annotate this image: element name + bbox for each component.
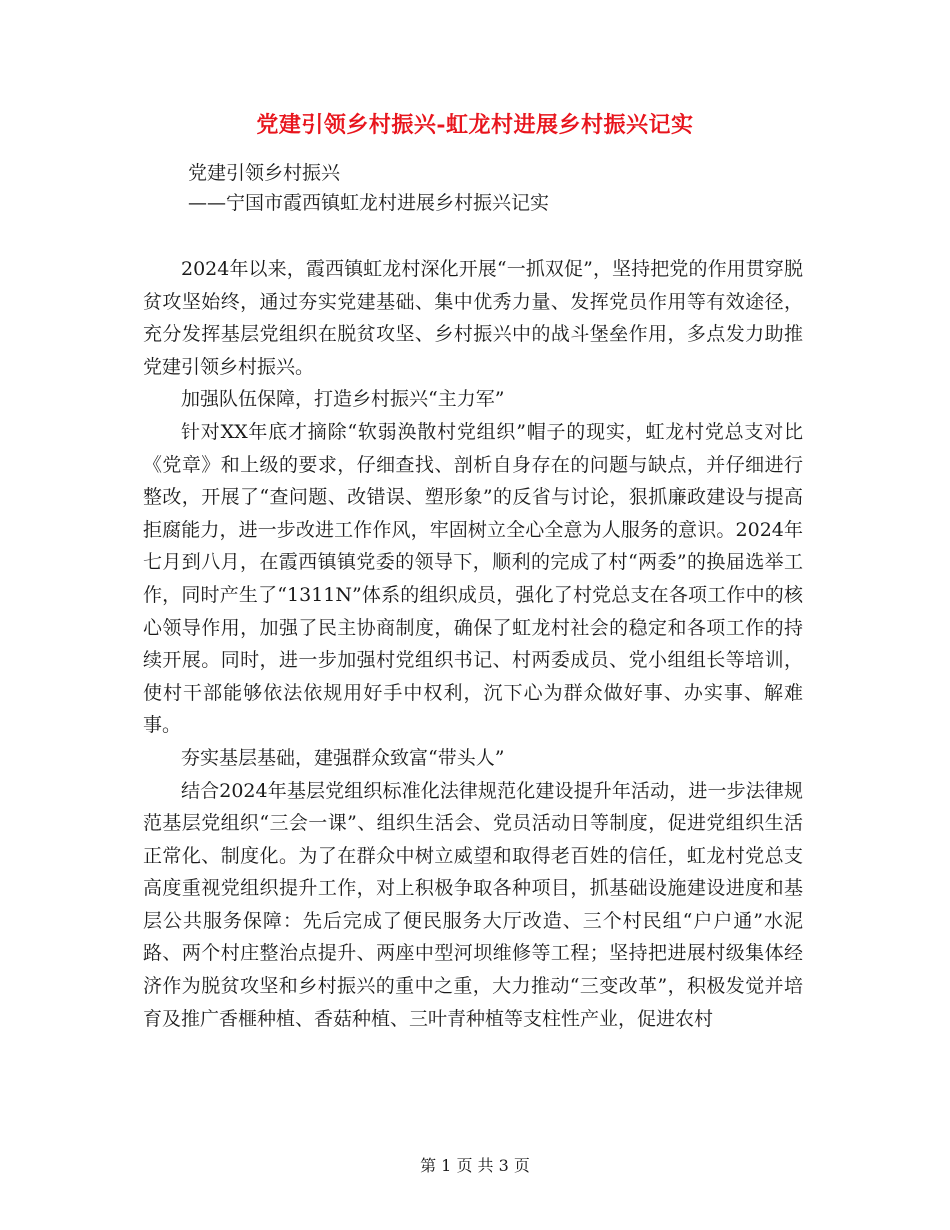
paragraph-intro: 2024年以来，霞西镇虹龙村深化开展“一抓双促”，坚持把党的作用贯穿脱贫攻坚始终，通过夯实党建基础、集中优秀力量、发挥党员作用等有效途径，充分发挥基层党组织在脱贫攻坚、乡村振兴中的战斗堡垒作用，多点发力助推党建引领乡村振兴。 [143,258,803,378]
paragraph-foundation: 结合2024年基层党组织标准化法律规范化建设提升年活动，进一步法律规范基层党组织“三会一课”、组织生活会、党员活动日等制度，促进党组织生活正常化、制度化。为了在群众中树立威望和取得老百姓的信任，虹龙村党总支高度重视党组织提升工作，对上积极争取各种项目，抓基础设施建设进度和基层公共服务保障：先后完成了便民服务大厅改造、三个村民组“户户通”水泥路、两个村庄整治点提升、两座中型河坝维修等工程；坚持把进展村级集体经济作为脱贫攻坚和乡村振兴的重中之重，大力推动“三变改革”，积极发觉并培育及推广香榧种植、香菇种植、三叶青种植等支柱性产业，促进农村 [143,779,803,1030]
document-body [143,253,803,1035]
subtitle-block [188,158,549,218]
section-heading-team: 加强队伍保障，打造乡村振兴“主力军” [181,388,505,411]
document-title: 党建引领乡村振兴-虹龙村进展乡村振兴记实 [256,112,694,138]
subtitle-line-2: ——宁国市霞西镇虹龙村进展乡村振兴记实 [188,192,550,214]
section-heading-foundation: 夯实基层基础，建强群众致富“带头人” [181,746,505,769]
page-footer: 第 1 页 共 3 页 [420,1156,530,1175]
paragraph-team: 针对XX年底才摘除“软弱涣散村党组织”帽子的现实，虹龙村党总支对比《党章》和上级的要求，仔细查找、剖析自身存在的问题与缺点，并仔细进行整改，开展了“查问题、改错误、塑形象”的反省与讨论，狠抓廉政建设与提高拒腐能力，进一步改进工作作风，牢固树立全心全意为人服务的意识。2024年七月到八月，在霞西镇镇党委的领导下，顺利的完成了村“两委”的换届选举工作，同时产生了“1311N”体系的组织成员，强化了村党总支在各项工作中的核心领导作用，加强了民主协商制度，确保了虹龙村社会的稳定和各项工作的持续开展。同时，进一步加强村党组织书记、村两委成员、党小组组长等培训，使村干部能够依法依规用好手中权利，沉下心为群众做好事、办实事、解难事。 [143,420,803,737]
subtitle-line-1: 党建引领乡村振兴 [188,162,341,184]
